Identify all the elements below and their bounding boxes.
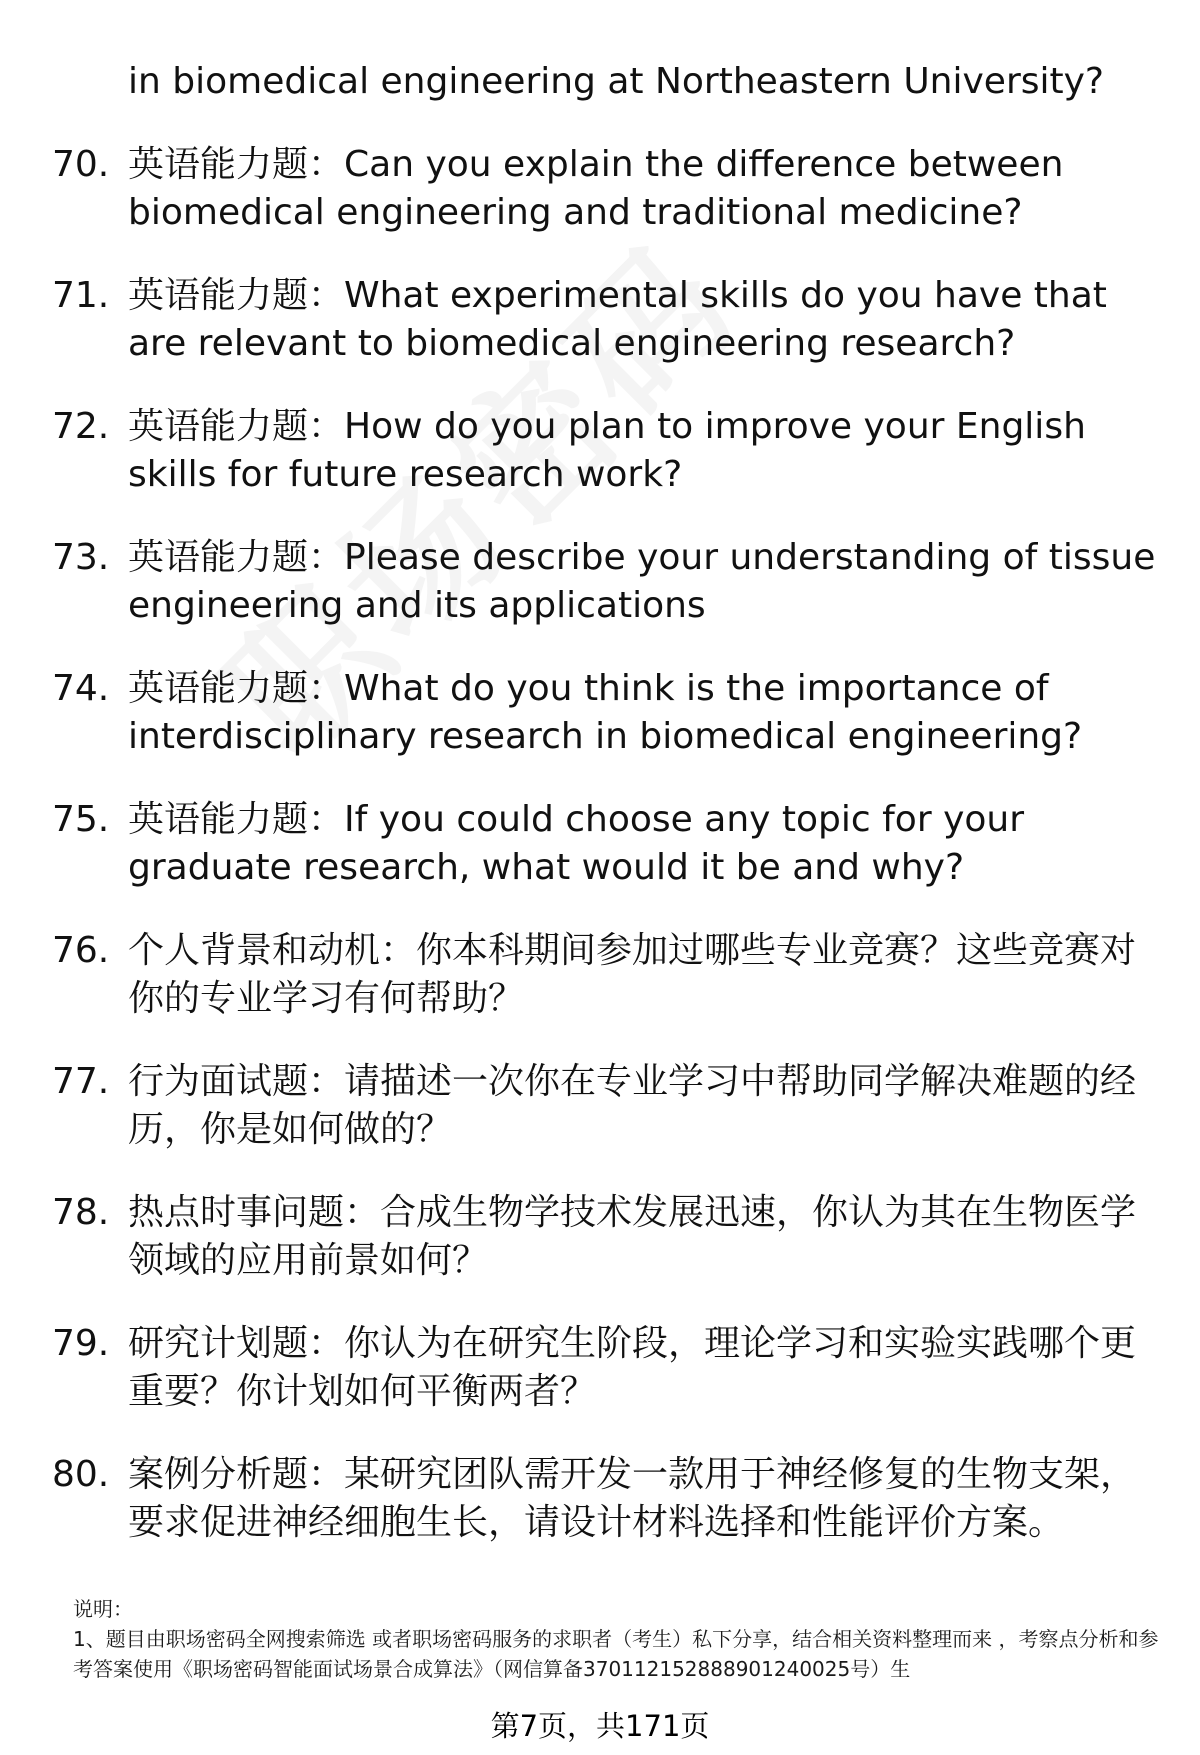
question-item bbox=[0, 1320, 1200, 1416]
question-text: 热点时事问题：合成生物学技术发展迅速，你认为其在生物医学领域的应用前景如何？ bbox=[128, 1192, 1137, 1281]
question-item bbox=[0, 141, 1200, 237]
question-continuation: in biomedical engineering at Northeastern University? bbox=[128, 61, 1105, 102]
question-number: 73. bbox=[52, 537, 110, 578]
question-item bbox=[0, 1058, 1200, 1154]
question-item bbox=[0, 665, 1200, 761]
question-number: 77. bbox=[52, 1061, 110, 1102]
question-text: 研究计划题：你认为在研究生阶段，理论学习和实验实践哪个更重要？你计划如何平衡两者？ bbox=[128, 1323, 1137, 1412]
question-item bbox=[0, 1451, 1200, 1547]
question-number: 70. bbox=[52, 144, 110, 185]
question-text: 行为面试题：请描述一次你在专业学习中帮助同学解决难题的经历，你是如何做的？ bbox=[128, 1061, 1137, 1150]
question-item bbox=[0, 927, 1200, 1023]
question-item bbox=[0, 1189, 1200, 1285]
question-number: 78. bbox=[52, 1192, 110, 1233]
question-text: 个人背景和动机：你本科期间参加过哪些专业竞赛？这些竞赛对你的专业学习有何帮助？ bbox=[128, 930, 1137, 1019]
notes-section bbox=[73, 1594, 1163, 1684]
notes-heading: 说明： bbox=[73, 1597, 133, 1621]
notes-text: 1、题目由职场密码全网搜索筛选 或者职场密码服务的求职者（考生）私下分享，结合相关资料整理而来 ，考察点分析和参考答案使用《职场密码智能面试场景合成算法》（网信算备370112152888901240025号）生 bbox=[73, 1627, 1159, 1681]
page-number: 第7页，共171页 bbox=[490, 1709, 710, 1743]
question-list bbox=[0, 58, 1200, 1582]
question-number: 74. bbox=[52, 668, 110, 709]
question-text: 英语能力题：How do you plan to improve your English skills for future research work? bbox=[128, 406, 1086, 495]
question-item bbox=[0, 534, 1200, 630]
question-text: 英语能力题：What experimental skills do you have that are relevant to biomedical engineering research? bbox=[128, 275, 1107, 364]
question-number: 80. bbox=[52, 1454, 110, 1495]
question-item bbox=[0, 796, 1200, 892]
question-number: 79. bbox=[52, 1323, 110, 1364]
question-number: 71. bbox=[52, 275, 110, 316]
question-text: 英语能力题：If you could choose any topic for your graduate research, what would it be and why? bbox=[128, 799, 1025, 888]
question-text: 英语能力题：What do you think is the importance of interdisciplinary research in biomedical engineering? bbox=[128, 668, 1083, 757]
question-text: 英语能力题：Can you explain the difference between biomedical engineering and traditional medicine? bbox=[128, 144, 1064, 233]
question-number: 72. bbox=[52, 406, 110, 447]
question-text: 英语能力题：Please describe your understanding of tissue engineering and its applications bbox=[128, 537, 1156, 626]
question-item bbox=[0, 403, 1200, 499]
question-item bbox=[0, 272, 1200, 368]
question-text: 案例分析题：某研究团队需开发一款用于神经修复的生物支架，要求促进神经细胞生长，请设计材料选择和性能评价方案。 bbox=[128, 1454, 1137, 1543]
question-number: 76. bbox=[52, 930, 110, 971]
question-number: 75. bbox=[52, 799, 110, 840]
